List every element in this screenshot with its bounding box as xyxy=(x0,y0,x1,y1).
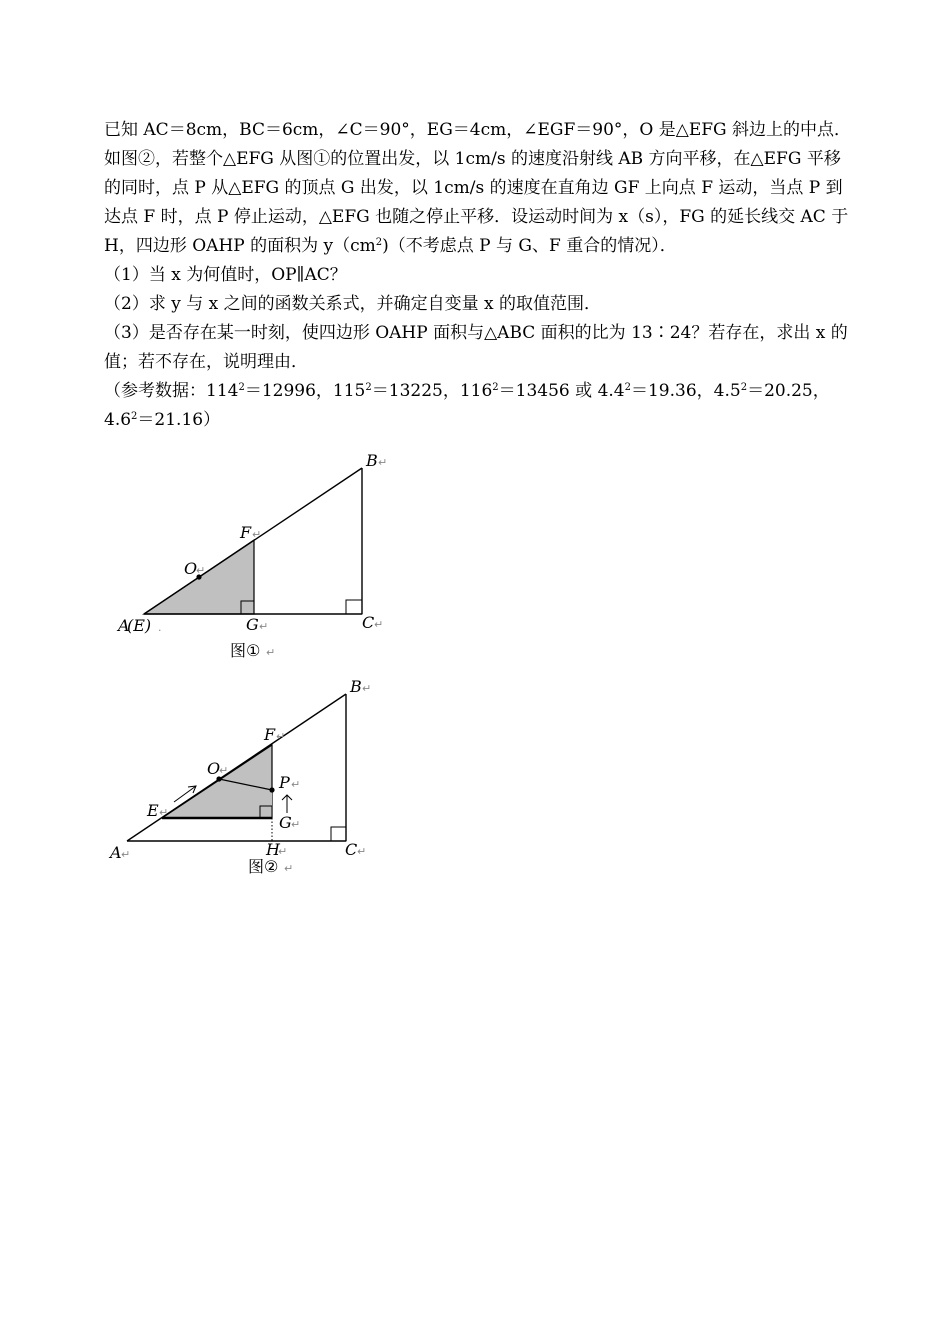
svg-text:↵: ↵ xyxy=(374,618,384,631)
svg-text:↵: ↵ xyxy=(259,620,269,633)
label-a: A xyxy=(110,843,122,862)
problem-statement: 已知 AC＝8cm，BC＝6cm，∠C＝90°，EG＝4cm，∠EGF＝90°，O 是△EFG 斜边上的中点．如图②，若整个△EFG 从图①的位置出发，以 1cm/s 的速度沿射线 AB 方向平移，在△EFG 平移的同时，点 P 从△EFG 的顶点 G 出发，以 1cm/s 的速度在直角边 GF 上向点 F 运动，当点 P 到达点 F 时，点 P 停止运动，△EFG 也随之停止平移．设运动时间为 x（s），FG 的延长线交 AC 于 H，四边形 OAHP 的面积为 $y(cm^2)$（不考虑点 P 与 G、F 重合的情况）． xyxy=(104,120,852,256)
figure-1-caption: 图① xyxy=(230,641,261,660)
svg-text:↵: ↵ xyxy=(266,646,276,659)
label-o: O xyxy=(184,559,198,578)
question-2: （2）求 y 与 x 之间的函数关系式，并确定自变量 x 的取值范围． xyxy=(104,294,602,314)
point-p xyxy=(269,787,274,792)
svg-text:↵: ↵ xyxy=(357,845,367,858)
svg-text:.: . xyxy=(158,621,162,634)
svg-text:↵: ↵ xyxy=(378,456,388,469)
svg-text:↵: ↵ xyxy=(291,778,301,791)
label-e: E xyxy=(147,801,159,820)
right-angle-mark-c xyxy=(331,827,346,841)
reference-data: （参考数据：$114^2=12996$，$115^2=13225$，$116^2=13456$ 或 $4.4^2=19.36$，$4.5^2=20.25$，$4.6^2=21.16$） xyxy=(104,381,830,430)
label-g: G xyxy=(279,813,292,832)
svg-text:↵: ↵ xyxy=(121,848,131,861)
svg-text:↵: ↵ xyxy=(159,806,169,819)
label-b: B xyxy=(366,451,378,470)
label-b: B xyxy=(350,677,362,696)
label-a: A xyxy=(118,616,130,635)
label-h: H xyxy=(266,840,280,859)
arrow-up-icon xyxy=(282,795,292,813)
label-g: G xyxy=(246,615,259,634)
svg-text:↵: ↵ xyxy=(362,682,372,695)
svg-text:↵: ↵ xyxy=(278,845,288,858)
label-f: F xyxy=(264,725,276,744)
label-o: O xyxy=(207,759,221,778)
figure-2-caption: 图② xyxy=(248,857,279,876)
label-c: C xyxy=(345,840,358,859)
svg-text:↵: ↵ xyxy=(276,730,286,743)
svg-text:↵: ↵ xyxy=(291,818,301,831)
label-e: (E) xyxy=(127,616,152,635)
label-c: C xyxy=(362,613,375,632)
svg-text:↵: ↵ xyxy=(284,862,294,875)
question-1: （1）当 x 为何值时，OP∥AC？ xyxy=(104,265,347,285)
svg-text:↵: ↵ xyxy=(252,528,262,541)
svg-text:↵: ↵ xyxy=(196,564,206,577)
question-3: （3）是否存在某一时刻，使四边形 OAHP 面积与△ABC 面积的比为 13∶24？若存在，求出 x 的值；若不存在，说明理由． xyxy=(104,323,848,372)
label-p: P xyxy=(279,773,290,792)
label-f: F xyxy=(240,523,252,542)
svg-text:↵: ↵ xyxy=(219,764,229,777)
